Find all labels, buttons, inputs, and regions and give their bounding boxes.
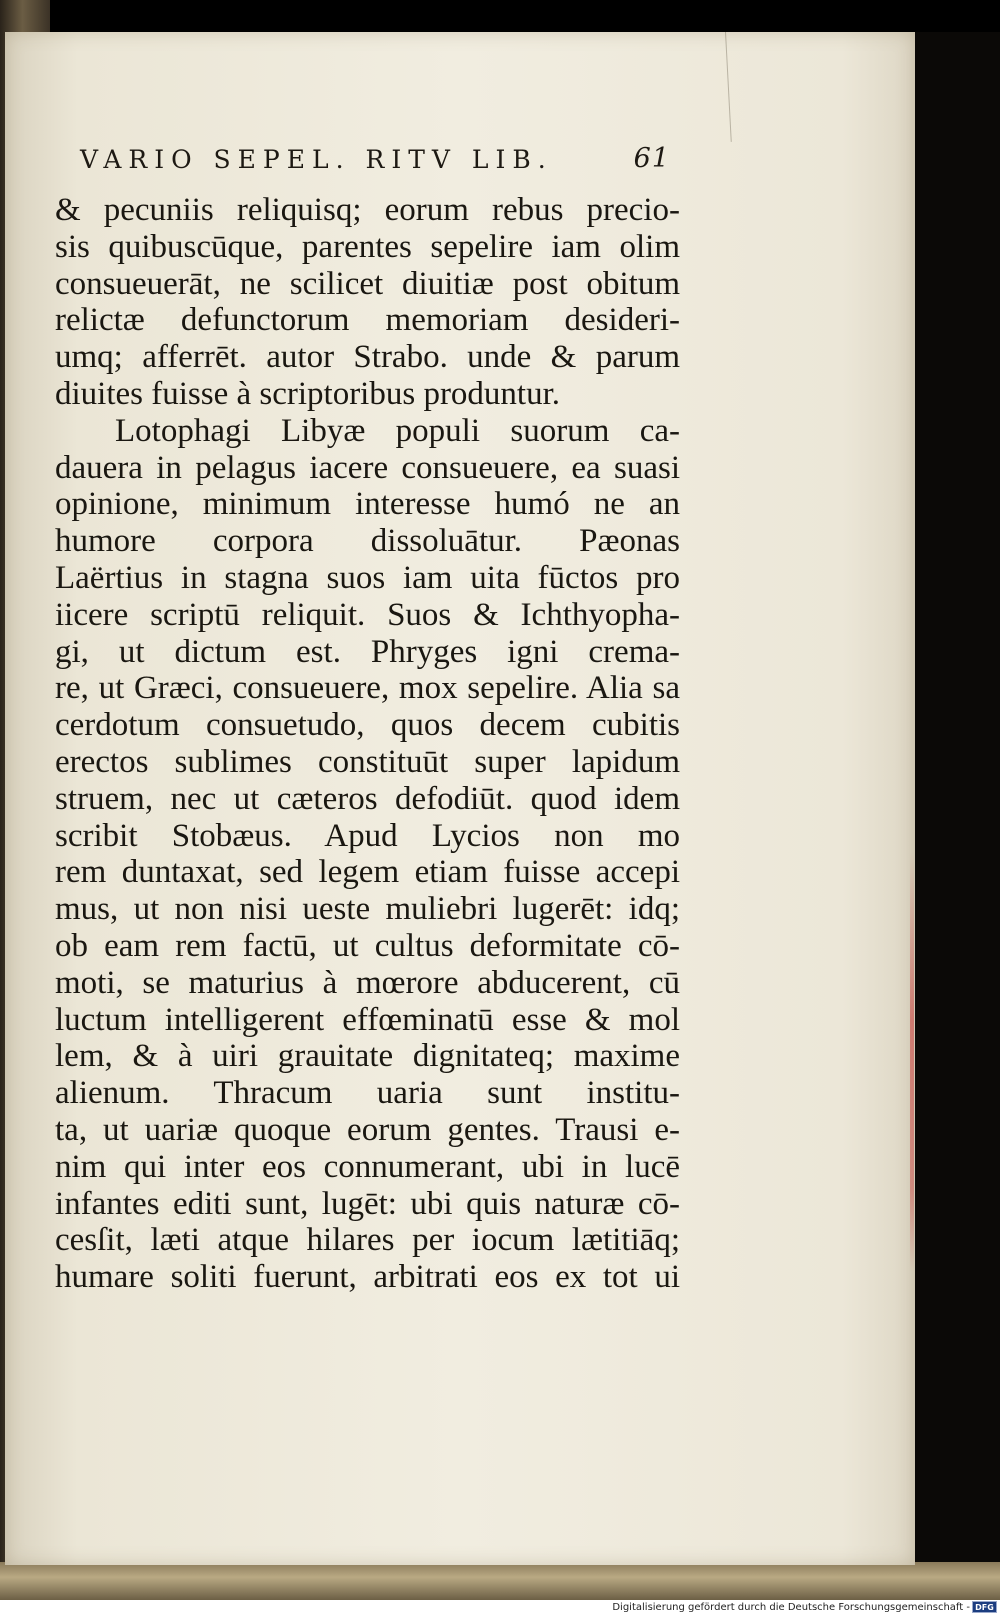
text-line: sis quibuscūque, parentes sepelire iam olim [55,228,680,265]
text-line: scribit Stobæus. Apud Lycios non mo [55,817,680,854]
page-crease [725,32,732,142]
dfg-logo: DFG [972,1601,997,1613]
running-head-title: VARIO SEPEL. RITV LIB. [80,145,553,174]
text-line: ob eam rem factū, ut cultus deformitate cō- [55,927,680,964]
text-line: relictæ defunctorum memoriam desideri- [55,302,680,339]
text-line: struem, nec ut cæteros defodiūt. quod idem [55,780,680,817]
text-line: moti, se maturius à mœrore abducerent, cū [55,964,680,1001]
text-line: luctum intelligerent effœminatū esse & mol [55,1001,680,1038]
scan-top-edge [0,0,1000,32]
text-line: diuites fuisse à scriptoribus produntur. [55,375,561,412]
text-line: humore corpora dissoluātur. Pæonas [55,523,680,560]
text-line: infantes editi sunt, lugēt: ubi quis naturæ cō- [55,1185,680,1222]
text-line: Lotophagi Libyæ populi suorum ca- [115,412,680,449]
body-text [55,192,680,1296]
text-line: dauera in pelagus iacere consueuere, ea suasi [55,449,680,486]
text-line: re, ut Græci, consueuere, mox sepelire. Alia sa [55,670,680,707]
text-line: opinione, minimum interesse humó ne an [55,486,680,523]
text-line: humare soliti fuerunt, arbitrati eos ex tot ui [55,1259,680,1296]
text-line: lem, & à uiri grauitate dignitateq; maxime [55,1038,680,1075]
text-line: consueuerāt, ne scilicet diuitiæ post obitum [55,265,680,302]
text-line: iicere scriptū reliquit. Suos & Ichthyopha- [55,596,680,633]
text-line: umq; afferrēt. autor Strabo. unde & parum [55,339,680,376]
text-line: alienum. Thracum uaria sunt institu- [55,1075,680,1112]
text-line: mus, ut non nisi ueste muliebri lugerēt: idq; [55,891,680,928]
book-bottom-edge [0,1562,1000,1600]
text-line: & pecuniis reliquisq; eorum rebus precio- [55,192,680,228]
book-page [5,32,915,1565]
red-edge-stain [910,852,914,1272]
funding-credit: Digitalisierung gefördert durch die Deutsche Forschungsgemeinschaft - [612,1602,970,1613]
text-line: cesſit, læti atque hilares per iocum lætitiāq; [55,1222,680,1259]
running-head [80,145,670,185]
text-line: Laërtius in stagna suos iam uita fūctos pro [55,559,680,596]
page-number: 61 [633,143,670,174]
text-line: erectos sublimes constituūt super lapidum [55,743,680,780]
text-line: rem duntaxat, sed legem etiam fuisse accepi [55,854,680,891]
text-line: gi, ut dictum est. Phryges igni crema- [55,633,680,670]
text-line: ta, ut uariæ quoque eorum gentes. Trausi e- [55,1111,680,1148]
footer-bar [0,1600,1000,1615]
text-line: cerdotum consuetudo, quos decem cubitis [55,707,680,744]
text-line: nim qui inter eos connumerant, ubi in lucē [55,1148,680,1185]
